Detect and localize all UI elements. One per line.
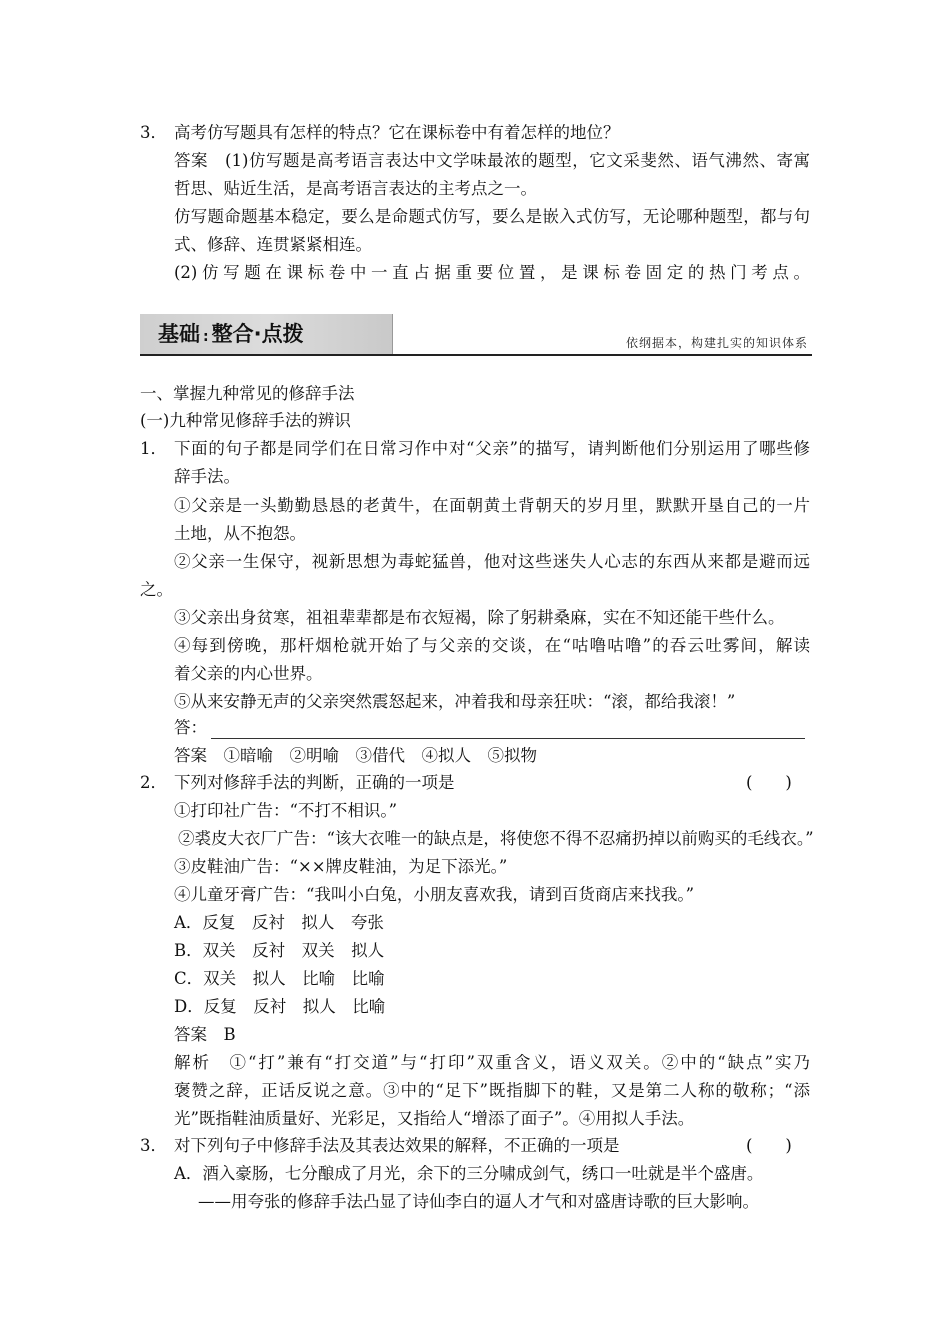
banner-subtitle: 依纲据本，构建扎实的知识体系: [625, 336, 808, 350]
answer-line: 答案 (1)仿写题是高考语言表达中文学味最浓的题型，它文采斐然、语气沸然、寄寓: [174, 151, 810, 170]
section-banner: [140, 314, 812, 356]
sentence-1: ①父亲是一头勤勤恳恳的老黄牛，在面朝黄土背朝天的岁月里，默默开垦自己的一片: [174, 496, 810, 515]
sentence-5: ⑤从来安静无声的父亲突然震怒起来，冲着我和母亲狂吠：“滚，都给我滚！”: [174, 692, 736, 711]
sentence-3: ③父亲出身贫寒，祖祖辈辈都是布衣短褐，除了躬耕桑麻，实在不知还能干些什么。: [174, 608, 785, 627]
question-stem: 对下列句子中修辞手法及其表达效果的解释，不正确的一项是: [174, 1136, 620, 1155]
section-heading: 一、掌握九种常见的修辞手法: [140, 384, 355, 403]
question-stem: 高考仿写题具有怎样的特点？它在课标卷中有着怎样的地位？: [174, 123, 620, 142]
subsection-heading: (一)九种常见修辞手法的辨识: [140, 411, 351, 430]
analysis-line: 解析 ①“打”兼有“打交道”与“打印”双重含义，语义双关。②中的“缺点”实乃: [174, 1053, 810, 1072]
answer-line: 仿写题命题基本稳定，要么是命题式仿写，要么是嵌入式仿写，无论哪种题型，都与句: [174, 207, 810, 226]
sentence-1: 土地，从不抱怨。: [174, 524, 306, 543]
list-item: ③皮鞋油广告：“××牌皮鞋油，为足下添光。”: [174, 857, 508, 876]
option-c: C．双关 拟人 比喻 比喻: [174, 969, 385, 988]
list-item: ②裘皮大衣厂广告：“该大衣唯一的缺点是，将使您不得不忍痛扔掉以前购买的毛线衣。”: [178, 829, 814, 848]
answer-line: (2)仿写题在课标卷中一直占据重要位置，是课标卷固定的热门考点。: [174, 263, 810, 282]
analysis-line: 褒赞之辞，正话反说之意。③中的“足下”既指脚下的鞋，又是第二人称的敬称；“添: [174, 1081, 810, 1100]
banner-rule: [140, 354, 812, 356]
option-d: D．反复 反衬 拟人 比喻: [174, 997, 386, 1016]
list-item: ①打印社广告：“不打不相识。”: [174, 801, 398, 820]
option-b: B．双关 反衬 双关 拟人: [174, 941, 385, 960]
option-a: A．反复 反衬 拟人 夸张: [174, 913, 384, 932]
option-a-note: ——用夸张的修辞手法凸显了诗仙李白的逼人才气和对盛唐诗歌的巨大影响。: [198, 1192, 759, 1211]
question-stem: 下列对修辞手法的判断，正确的一项是: [174, 773, 455, 792]
question-number: 3．: [140, 123, 167, 142]
banner-title-b: 整合·点拨: [211, 322, 304, 346]
answer-bracket[interactable]: ( ): [746, 773, 792, 792]
option-a: A．酒入豪肠，七分酿成了月光，余下的三分啸成剑气，绣口一吐就是半个盛唐。: [174, 1164, 764, 1183]
answer-line: 哲思、贴近生活，是高考语言表达的主考点之一。: [174, 179, 537, 198]
answer-line: 式、修辞、连贯紧紧相连。: [174, 235, 372, 254]
question-number: 3．: [140, 1136, 167, 1155]
banner-title-box: [140, 314, 393, 354]
answer: 答案 B: [174, 1025, 236, 1044]
question-number: 2．: [140, 773, 167, 792]
banner-title-a: 基础: [158, 322, 200, 346]
question-number: 1．: [140, 439, 167, 458]
answer-prompt: 答：: [174, 718, 207, 737]
answer-prompt-line: [174, 717, 805, 739]
list-item: ④儿童牙膏广告：“我叫小白兔，小朋友喜欢我，请到百货商店来找我。”: [174, 885, 695, 904]
question-stem: 辞手法。: [174, 467, 240, 486]
banner-separator: :: [203, 329, 209, 345]
question-stem: 下面的句子都是同学们在日常习作中对“父亲”的描写，请判断他们分别运用了哪些修: [174, 439, 810, 458]
sentence-2: ②父亲一生保守，视新思想为毒蛇猛兽，他对这些迷失人心志的东西从来都是避而远: [174, 552, 810, 571]
banner-title: [158, 322, 304, 349]
analysis-line: 光”既指鞋油质量好、光彩足，又指给人“增添了面子”。④用拟人手法。: [174, 1109, 695, 1128]
sentence-4: 着父亲的内心世界。: [174, 664, 323, 683]
answer: 答案 ①暗喻 ②明喻 ③借代 ④拟人 ⑤拟物: [174, 746, 537, 765]
answer-bracket[interactable]: ( ): [746, 1136, 792, 1155]
answer-blank[interactable]: [211, 724, 805, 739]
sentence-4: ④每到傍晚，那杆烟枪就开始了与父亲的交谈，在“咕噜咕噜”的吞云吐雾间，解读: [174, 636, 810, 655]
sentence-2: 之。: [140, 580, 173, 599]
